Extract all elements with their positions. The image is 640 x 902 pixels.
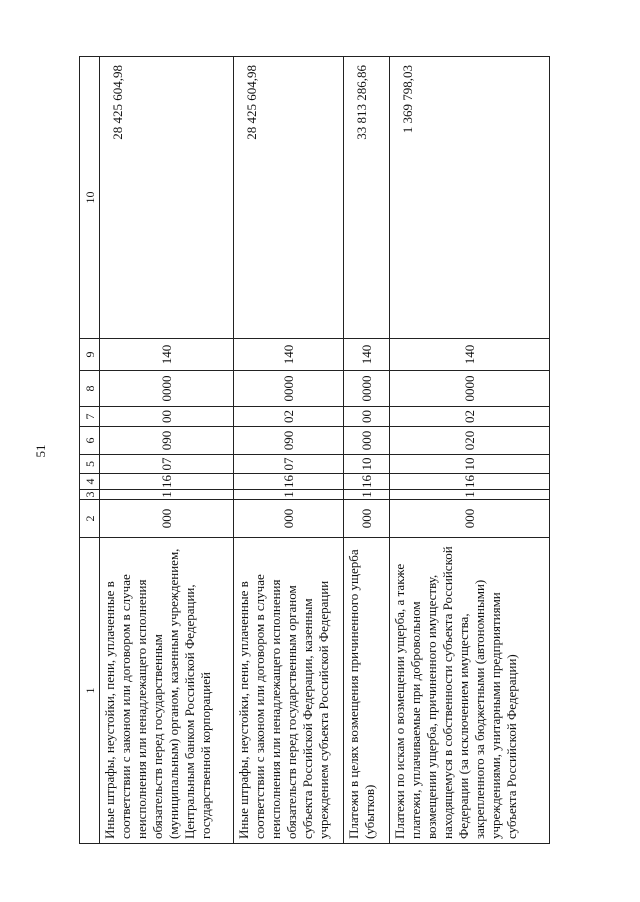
code-cell: 1 <box>390 490 550 500</box>
header-cell: 5 <box>80 455 100 474</box>
code-cell: 02 <box>390 407 550 427</box>
code-cell: 0000 <box>234 371 344 407</box>
code-cell: 0000 <box>344 371 390 407</box>
code-cell: 07 <box>234 455 344 474</box>
amount-cell: 28 425 604,98 <box>100 57 234 339</box>
page-number: 51 <box>33 444 48 458</box>
rotated-table-container <box>79 56 551 844</box>
code-cell: 07 <box>100 455 234 474</box>
code-cell: 1 <box>234 490 344 500</box>
code-cell: 140 <box>100 339 234 371</box>
code-cell: 140 <box>390 339 550 371</box>
header-cell: 4 <box>80 474 100 490</box>
header-cell: 1 <box>80 538 100 844</box>
row-description: Платежи по искам о возмещении ущерба, а также платежи, уплачиваемые при добровольном возмещении ущерба, причиненного имуществу, находящемуся в собственности субъекта Российской Федерации (за исключением имущества, закрепленного за бюджетными (автономными) учреждениями, унитарными предприятиями субъекта Российской Федерации) <box>390 538 550 844</box>
code-cell: 090 <box>100 427 234 455</box>
code-cell: 000 <box>344 500 390 538</box>
code-cell: 1 <box>344 490 390 500</box>
table-row <box>344 57 390 844</box>
row-description: Иные штрафы, неустойки, пени, уплаченные в соответствии с законом или договором в случае неисполнения или ненадлежащего исполнения обязательств перед государственным органом субъекта Российской Федерации, казенным учреждением субъекта Российской Федерации <box>234 538 344 844</box>
header-cell: 6 <box>80 427 100 455</box>
code-cell: 16 <box>100 474 234 490</box>
amount-cell: 33 813 286,86 <box>344 57 390 339</box>
header-cell: 3 <box>80 490 100 500</box>
header-cell: 7 <box>80 407 100 427</box>
code-cell: 0000 <box>100 371 234 407</box>
code-cell: 000 <box>390 500 550 538</box>
header-cell: 2 <box>80 500 100 538</box>
amount-cell: 1 369 798,03 <box>390 57 550 339</box>
table-row <box>100 57 234 844</box>
code-cell: 020 <box>390 427 550 455</box>
table-row <box>390 57 550 844</box>
code-cell: 000 <box>100 500 234 538</box>
header-cell: 8 <box>80 371 100 407</box>
header-cell: 9 <box>80 339 100 371</box>
header-row <box>80 57 100 844</box>
code-cell: 0000 <box>390 371 550 407</box>
code-cell: 00 <box>344 407 390 427</box>
code-cell: 10 <box>344 455 390 474</box>
row-description: Платежи в целях возмещения причиненного ущерба (убытков) <box>344 538 390 844</box>
header-cell: 10 <box>80 57 100 339</box>
code-cell: 000 <box>344 427 390 455</box>
code-cell: 090 <box>234 427 344 455</box>
code-cell: 02 <box>234 407 344 427</box>
table-row <box>234 57 344 844</box>
code-cell: 10 <box>390 455 550 474</box>
code-cell: 140 <box>234 339 344 371</box>
code-cell: 000 <box>234 500 344 538</box>
revenue-table <box>79 56 550 844</box>
code-cell: 16 <box>344 474 390 490</box>
code-cell: 00 <box>100 407 234 427</box>
code-cell: 16 <box>390 474 550 490</box>
row-description: Иные штрафы, неустойки, пени, уплаченные в соответствии с законом или договором в случае неисполнения или ненадлежащего исполнения обязательств перед государственным (муниципальным) органом, казенным учреждением, Центральным банком Российской Федерации, государственной корпорацией <box>100 538 234 844</box>
code-cell: 140 <box>344 339 390 371</box>
amount-cell: 28 425 604,98 <box>234 57 344 339</box>
code-cell: 1 <box>100 490 234 500</box>
code-cell: 16 <box>234 474 344 490</box>
